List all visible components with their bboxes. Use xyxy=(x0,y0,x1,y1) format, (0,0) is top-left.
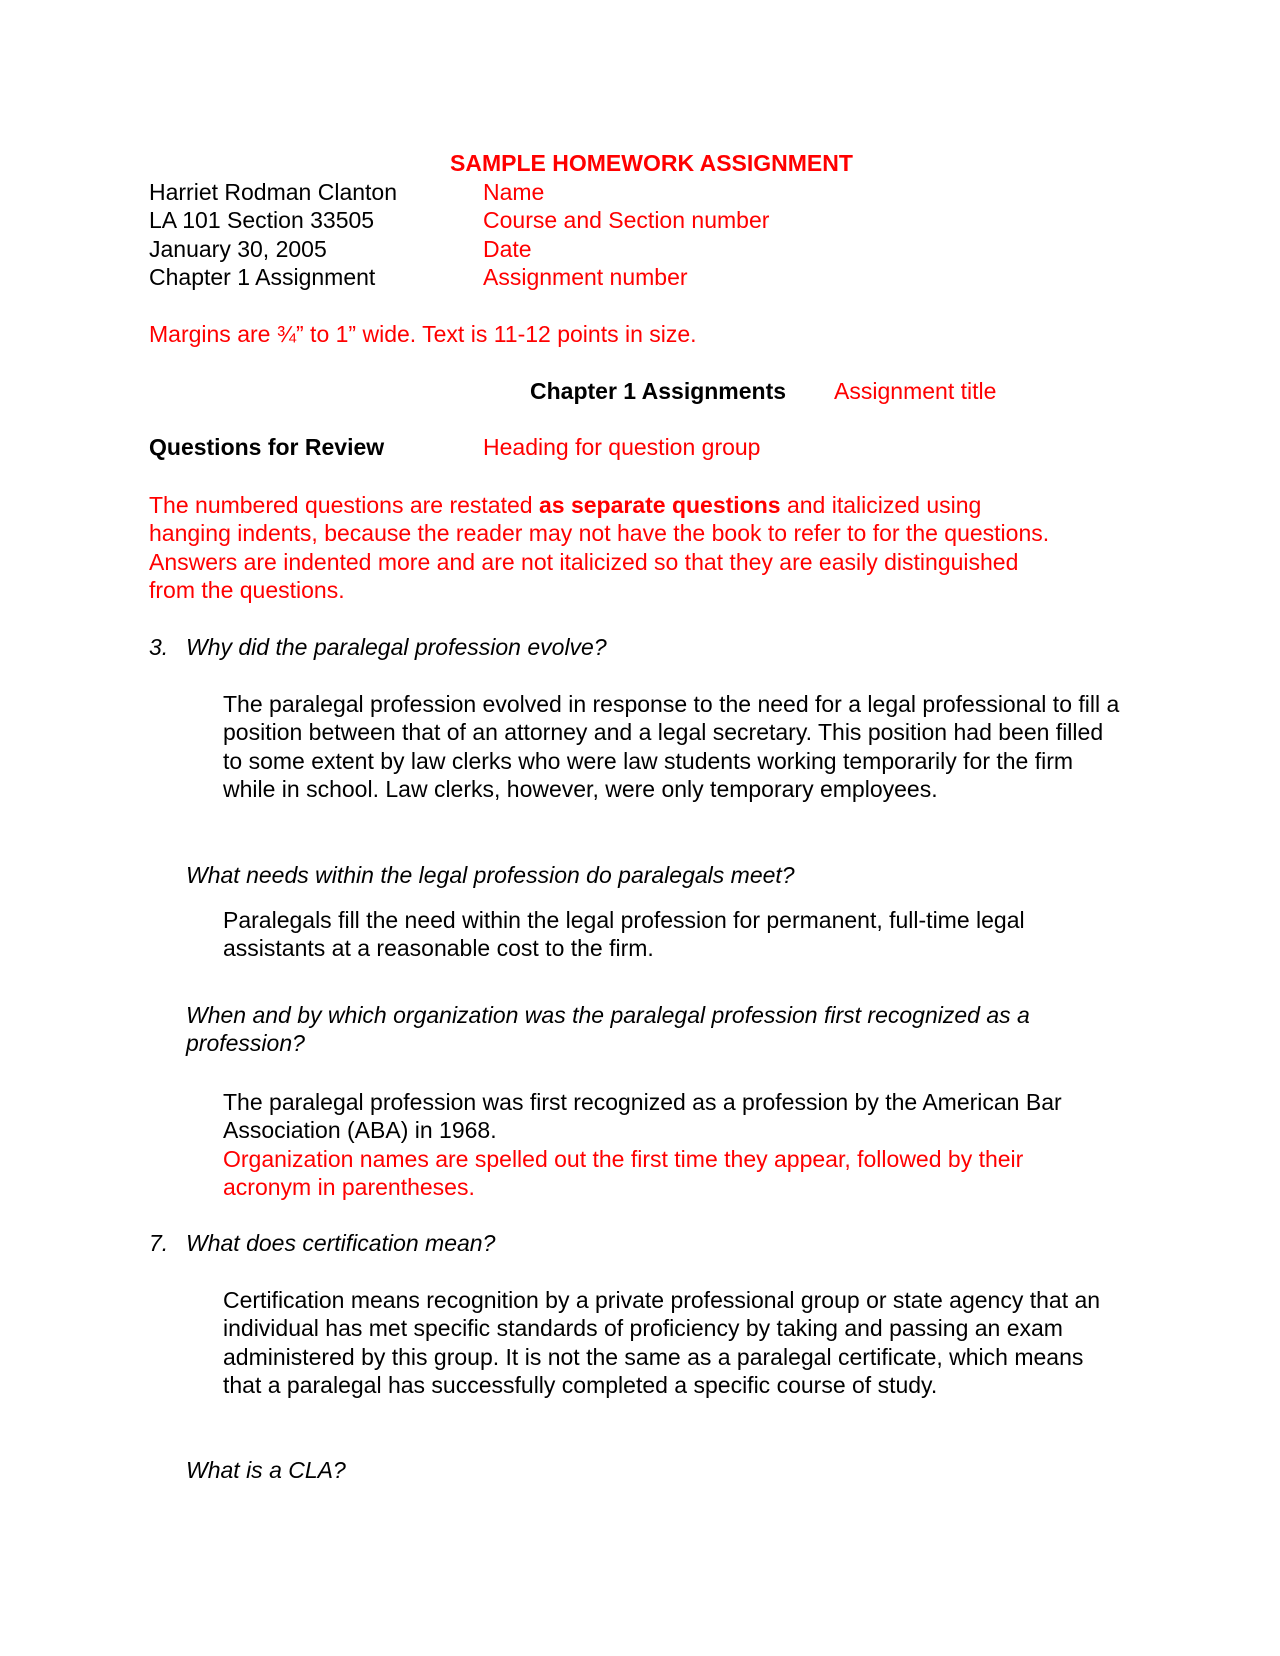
instruction-bold: as separate questions xyxy=(538,492,781,518)
header-block xyxy=(149,178,1109,292)
document-title: SAMPLE HOMEWORK ASSIGNMENT xyxy=(450,150,853,176)
answer-text: The paralegal profession was first recognized as a profession by the American Bar Association (ABA) in 1968. xyxy=(223,1089,1062,1144)
question-number: 7. xyxy=(149,1230,169,1256)
annotation: Assignment title xyxy=(834,378,997,404)
assignment-title: Chapter 1 Assignments xyxy=(530,378,787,404)
answer-7: Certification means recognition by a private professional group or state agency that an individual has met specific standards of proficiency by taking and passing an exam administered by this group. It is not the same as a paralegal certificate, which means that a paralegal has successfully completed a specific course of study. xyxy=(223,1287,1101,1399)
answer-3b: Paralegals fill the need within the legal profession for permanent, full-time legal assistants at a reasonable cost to the firm. xyxy=(223,907,1025,962)
course-section: LA 101 Section 33505 xyxy=(149,207,375,234)
question-3c: When and by which organization was the paralegal profession first recognized as a profession? xyxy=(186,1002,1030,1057)
instruction-paragraph xyxy=(149,491,1069,605)
answer-3c xyxy=(223,1088,1093,1202)
group-heading-row xyxy=(149,433,1109,461)
question-text: Why did the paralegal profession evolve? xyxy=(186,634,607,660)
header-row-name xyxy=(149,178,1109,206)
header-row-course xyxy=(149,206,1109,234)
annotation: Name xyxy=(483,179,545,205)
question-7b: What is a CLA? xyxy=(186,1457,346,1483)
annotation: Assignment number xyxy=(483,264,688,291)
instruction-text: and italicized using hanging indents, because the reader may not have the book to refer to for the questions. Answers are indented more and are not italicized so that they are easily distinguished from the questions. xyxy=(149,492,1050,604)
group-heading: Questions for Review xyxy=(149,434,385,460)
answer-3: The paralegal profession evolved in response to the need for a legal professional to fill a position between that of an attorney and a legal secretary. This position had been filled to some extent by law clerks who were law students working temporarily for the firm while in school. Law clerks, however, were only temporary employees. xyxy=(223,691,1120,803)
assignment-title-row xyxy=(530,377,1130,405)
assignment-number: Chapter 1 Assignment xyxy=(149,264,376,291)
acronym-note: Organization names are spelled out the first time they appear, followed by their acronym in parentheses. xyxy=(223,1145,1024,1201)
annotation: Date xyxy=(483,235,532,262)
question-text: What does certification mean? xyxy=(186,1230,496,1256)
student-name: Harriet Rodman Clanton xyxy=(149,179,398,205)
header-row-date xyxy=(149,235,1109,263)
instruction-text: The numbered questions are restated xyxy=(149,492,539,518)
question-number: 3. xyxy=(149,634,169,660)
question-3 xyxy=(149,633,1109,661)
question-3b: What needs within the legal profession do paralegals meet? xyxy=(186,862,795,888)
header-row-assignment xyxy=(149,263,1109,291)
margins-note: Margins are ¾” to 1” wide. Text is 11-12 points in size. xyxy=(149,321,697,347)
question-7 xyxy=(149,1229,1109,1257)
annotation: Heading for question group xyxy=(483,434,761,460)
annotation: Course and Section number xyxy=(483,207,770,234)
date: January 30, 2005 xyxy=(149,235,327,262)
